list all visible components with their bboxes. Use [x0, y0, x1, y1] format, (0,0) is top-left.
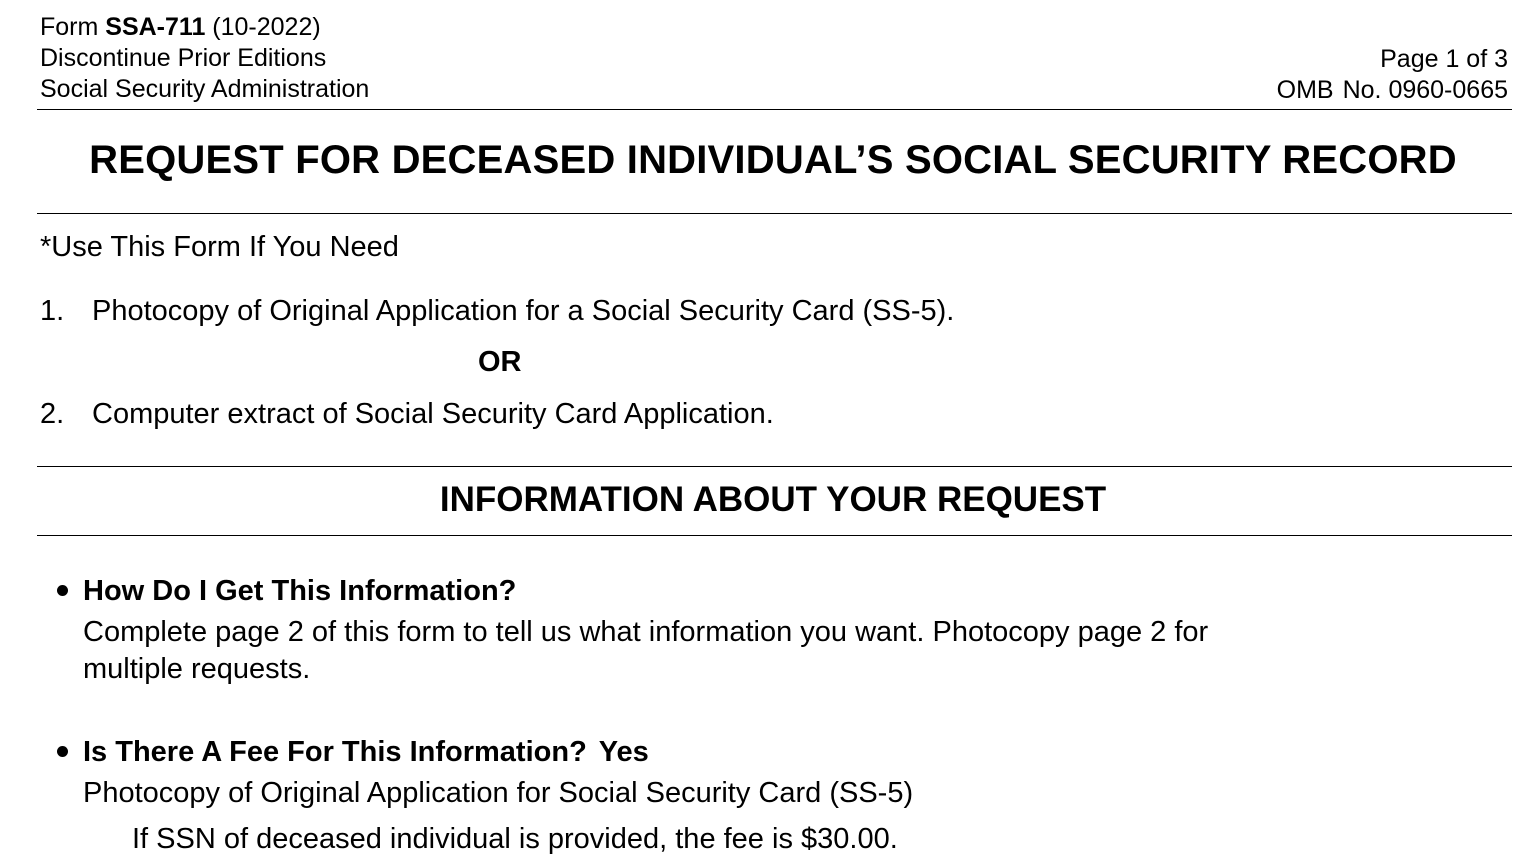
bullet-1-dot [57, 585, 68, 596]
list-item-2-text: Computer extract of Social Security Card Application. [92, 398, 774, 430]
intro-heading: *Use This Form If You Need [40, 231, 399, 263]
bullet-2-detail-heading: Photocopy of Original Application for Social Security Card (SS-5) [83, 777, 914, 809]
page-title: REQUEST FOR DECEASED INDIVIDUAL’S SOCIAL SECURITY RECORD [89, 138, 1457, 182]
bullet-2-dot [57, 746, 68, 757]
agency-name: Social Security Administration [40, 75, 370, 103]
list-item-1-text: Photocopy of Original Application for a Social Security Card (SS-5). [92, 295, 955, 327]
form-number: SSA-711 [105, 13, 206, 41]
bullet-2-detail-text: If SSN of deceased individual is provided, the fee is $30.00. [132, 823, 898, 855]
omb-number: No. 0960-0665 [1342, 76, 1508, 104]
bullet-1-question: How Do I Get This Information? [83, 575, 517, 607]
or-separator: OR [478, 346, 522, 378]
bullet-1-answer-line-1: Complete page 2 of this form to tell us what information you want. Photocopy page 2 for [83, 616, 1209, 648]
form-id-line [40, 12, 321, 43]
discontinue-notice: Discontinue Prior Editions [40, 44, 327, 72]
title-divider [37, 213, 1512, 214]
bullet-2-answer: Yes [598, 736, 649, 768]
bullet-2-question-line [83, 734, 649, 770]
form-prefix: Form [40, 13, 106, 41]
intro-divider [37, 466, 1512, 467]
bullet-1-answer-line-2: multiple requests. [83, 653, 311, 685]
form-edition: (10-2022) [205, 13, 321, 41]
page-number: Page 1 of 3 [1380, 45, 1508, 73]
list-item-2-number: 2. [40, 398, 65, 430]
section-title: INFORMATION ABOUT YOUR REQUEST [439, 480, 1107, 519]
list-item-1-number: 1. [40, 295, 65, 327]
section-divider [37, 535, 1512, 536]
bullet-2-question: Is There A Fee For This Information? [83, 736, 587, 768]
header-divider [37, 109, 1512, 110]
omb-number-line [1277, 75, 1508, 106]
omb-prefix: OMB [1276, 76, 1334, 104]
